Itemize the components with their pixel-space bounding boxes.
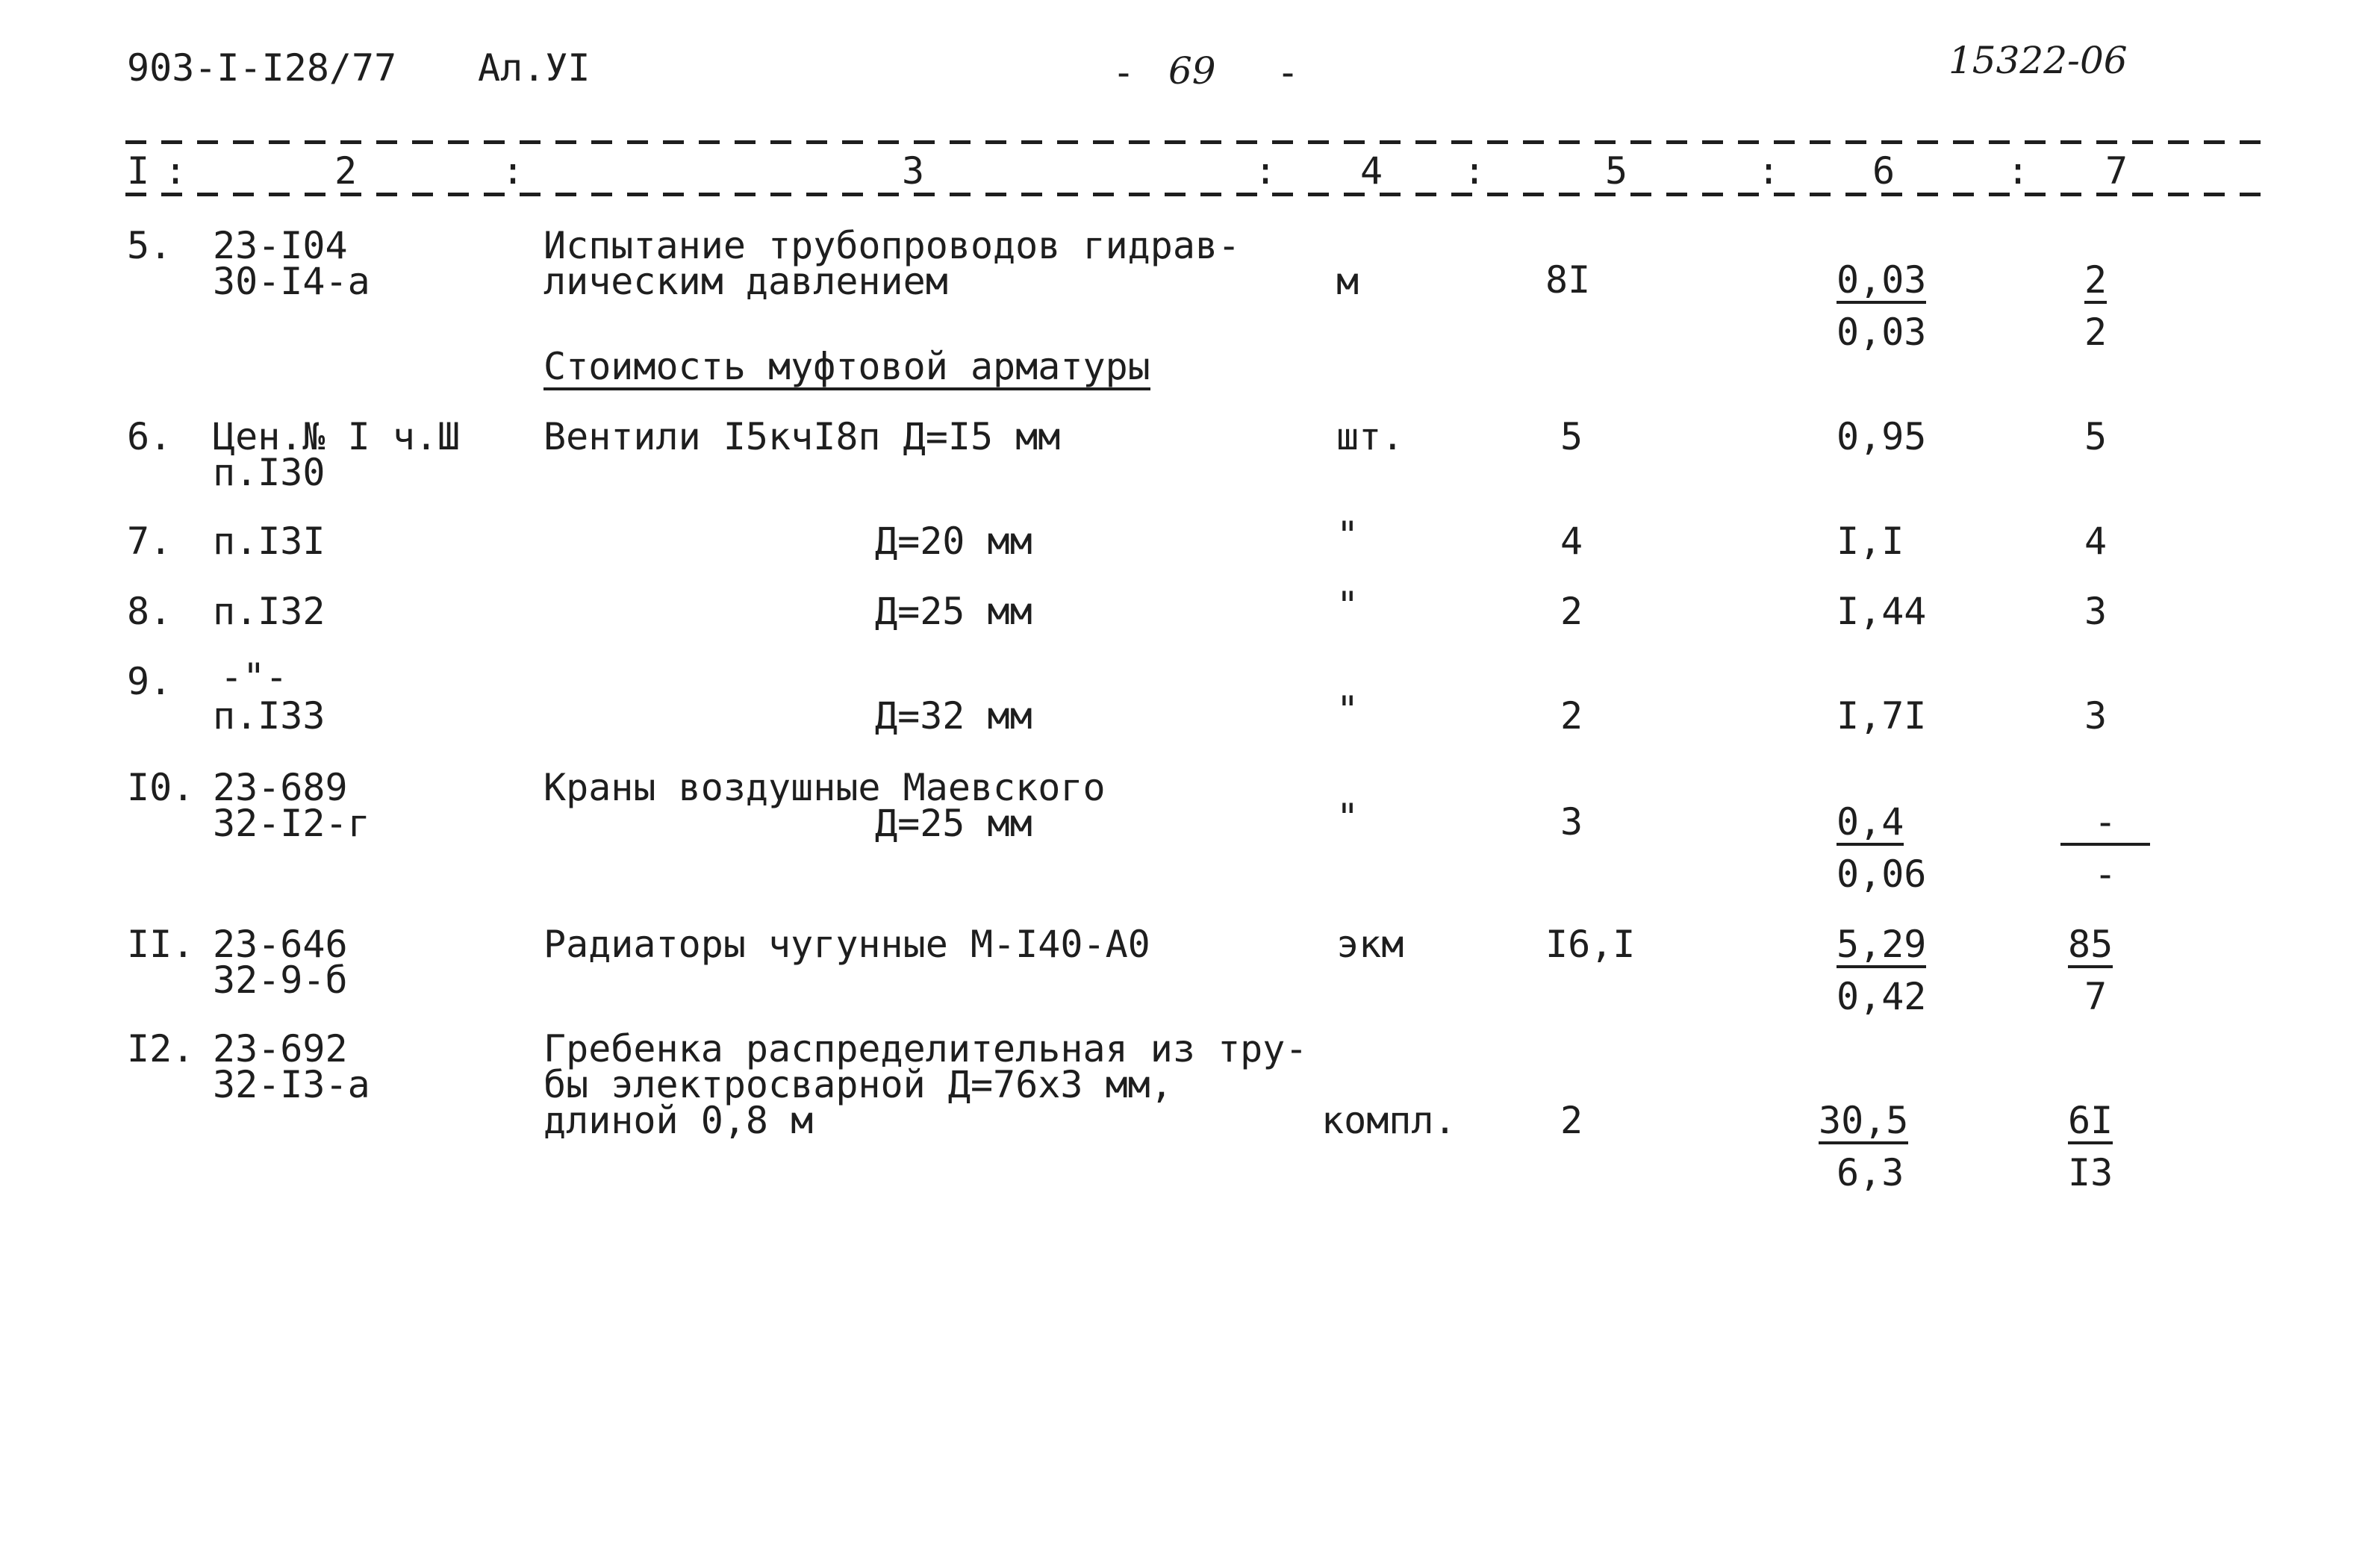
column-separator: : bbox=[502, 149, 525, 193]
row-number: 8. bbox=[127, 590, 172, 633]
unit-price-wages: 0,06 bbox=[1837, 852, 1927, 896]
cost-wages: 7 bbox=[2084, 975, 2108, 1018]
unit: " bbox=[1336, 688, 1359, 732]
column-separator: : bbox=[2007, 149, 2030, 193]
quantity: 5 bbox=[1560, 415, 1583, 458]
row-number: I0. bbox=[127, 766, 195, 809]
column-2-number: 2 bbox=[334, 149, 358, 193]
column-3-number: 3 bbox=[902, 149, 925, 193]
inventory-stamp: 15322-06 bbox=[1948, 39, 2128, 82]
column-separator: : bbox=[1254, 149, 1277, 193]
unit-price: I,44 bbox=[1837, 590, 1927, 633]
header-bottom-rule bbox=[125, 193, 2275, 196]
item-description: бы электросварной Д=76х3 мм, bbox=[543, 1063, 1173, 1106]
item-description: Д=20 мм bbox=[875, 520, 1032, 563]
column-separator: : bbox=[1463, 149, 1486, 193]
column-1-number: I bbox=[127, 149, 150, 193]
unit-price-total: 5,29 bbox=[1837, 926, 1926, 968]
header-top-rule bbox=[125, 140, 2275, 144]
quantity: 4 bbox=[1560, 520, 1583, 563]
rate-code: 32-I2-г bbox=[213, 802, 370, 845]
rate-code-ditto: -"- bbox=[220, 655, 288, 699]
rate-code: п.I30 bbox=[213, 451, 325, 494]
unit-price: I,7I bbox=[1837, 694, 1927, 738]
item-description: лическим давлением bbox=[543, 260, 948, 303]
unit: экм bbox=[1336, 923, 1404, 966]
unit: " bbox=[1336, 584, 1359, 627]
rate-code: 30-I4-а bbox=[213, 260, 370, 303]
cost-wages: 2 bbox=[2084, 311, 2108, 354]
column-7-number: 7 bbox=[2105, 149, 2128, 193]
item-description: Д=32 мм bbox=[875, 694, 1032, 738]
cost-total: 3 bbox=[2084, 590, 2108, 633]
row-number: II. bbox=[127, 923, 195, 966]
quantity: 8I bbox=[1545, 258, 1591, 302]
quantity: 2 bbox=[1560, 694, 1583, 738]
cost-total: 6I bbox=[2068, 1102, 2113, 1144]
cost-total: 2 bbox=[2084, 261, 2107, 304]
cost-total: 85 bbox=[2068, 926, 2113, 968]
unit-price-wages: 0,42 bbox=[1837, 975, 1927, 1018]
item-description: Гребенка распределительная из тру- bbox=[543, 1027, 1308, 1070]
rate-code: Цен.№ I ч.Ш bbox=[213, 415, 461, 458]
row-number: 7. bbox=[127, 520, 172, 563]
unit-price: I,I bbox=[1837, 520, 1904, 563]
unit-price-total: 0,03 bbox=[1837, 261, 1926, 304]
quantity: 2 bbox=[1560, 1099, 1583, 1142]
column-5-number: 5 bbox=[1605, 149, 1628, 193]
unit: " bbox=[1336, 796, 1359, 839]
unit-price-wages: 6,3 bbox=[1837, 1151, 1904, 1194]
column-separator: : bbox=[164, 149, 187, 193]
rate-code: п.I32 bbox=[213, 590, 325, 633]
page-number: 69 bbox=[1168, 49, 1216, 93]
row-number: 5. bbox=[127, 224, 172, 267]
sheet-label: Ал.УI bbox=[478, 46, 591, 90]
page-dash-left: - bbox=[1112, 51, 1136, 94]
item-description: Радиаторы чугунные М-I40-А0 bbox=[543, 923, 1150, 966]
cost-total: 3 bbox=[2084, 694, 2108, 738]
unit-price-total: 0,4 bbox=[1837, 803, 1904, 846]
rate-code: 23-646 bbox=[213, 923, 348, 966]
quantity: 3 bbox=[1560, 800, 1583, 844]
rate-code: п.I33 bbox=[213, 694, 325, 738]
unit-price: 0,95 bbox=[1837, 415, 1927, 458]
column-separator: : bbox=[1757, 149, 1781, 193]
unit: шт. bbox=[1336, 415, 1404, 458]
cost-total: 5 bbox=[2084, 415, 2108, 458]
unit: м bbox=[1336, 260, 1359, 303]
rate-code: 23-692 bbox=[213, 1027, 348, 1070]
page-dash-right: - bbox=[1277, 51, 1300, 94]
rate-code: 23-689 bbox=[213, 766, 348, 809]
unit: компл. bbox=[1321, 1099, 1457, 1142]
item-description: Краны воздушные Маевского bbox=[543, 766, 1106, 809]
quantity: I6,I bbox=[1545, 923, 1636, 966]
row-number: 6. bbox=[127, 415, 172, 458]
unit: " bbox=[1336, 514, 1359, 557]
item-description: Испытание трубопроводов гидрав- bbox=[543, 224, 1241, 267]
cost-wages: I3 bbox=[2068, 1151, 2113, 1194]
rate-code: 32-9-б bbox=[213, 958, 348, 1002]
rate-code: 23-I04 bbox=[213, 224, 348, 267]
cost-wages: - bbox=[2093, 852, 2117, 896]
unit-price-total: 30,5 bbox=[1819, 1102, 1908, 1144]
row-number: I2. bbox=[127, 1027, 195, 1070]
item-description: Д=25 мм bbox=[875, 590, 1032, 633]
item-description: Д=25 мм bbox=[875, 802, 1032, 845]
item-description: длиной 0,8 м bbox=[543, 1099, 814, 1142]
item-description: Вентили I5кчI8п Д=I5 мм bbox=[543, 415, 1061, 458]
column-6-number: 6 bbox=[1872, 149, 1895, 193]
quantity: 2 bbox=[1560, 590, 1583, 633]
row-number: 9. bbox=[127, 660, 172, 703]
column-4-number: 4 bbox=[1360, 149, 1383, 193]
rate-code: п.I3I bbox=[213, 520, 325, 563]
document-code: 903-I-I28/77 bbox=[127, 46, 397, 90]
cost-total: - bbox=[2060, 803, 2150, 846]
section-title: Стоимость муфтовой арматуры bbox=[543, 348, 1150, 390]
unit-price-wages: 0,03 bbox=[1837, 311, 1927, 354]
rate-code: 32-I3-а bbox=[213, 1063, 370, 1106]
cost-total: 4 bbox=[2084, 520, 2108, 563]
